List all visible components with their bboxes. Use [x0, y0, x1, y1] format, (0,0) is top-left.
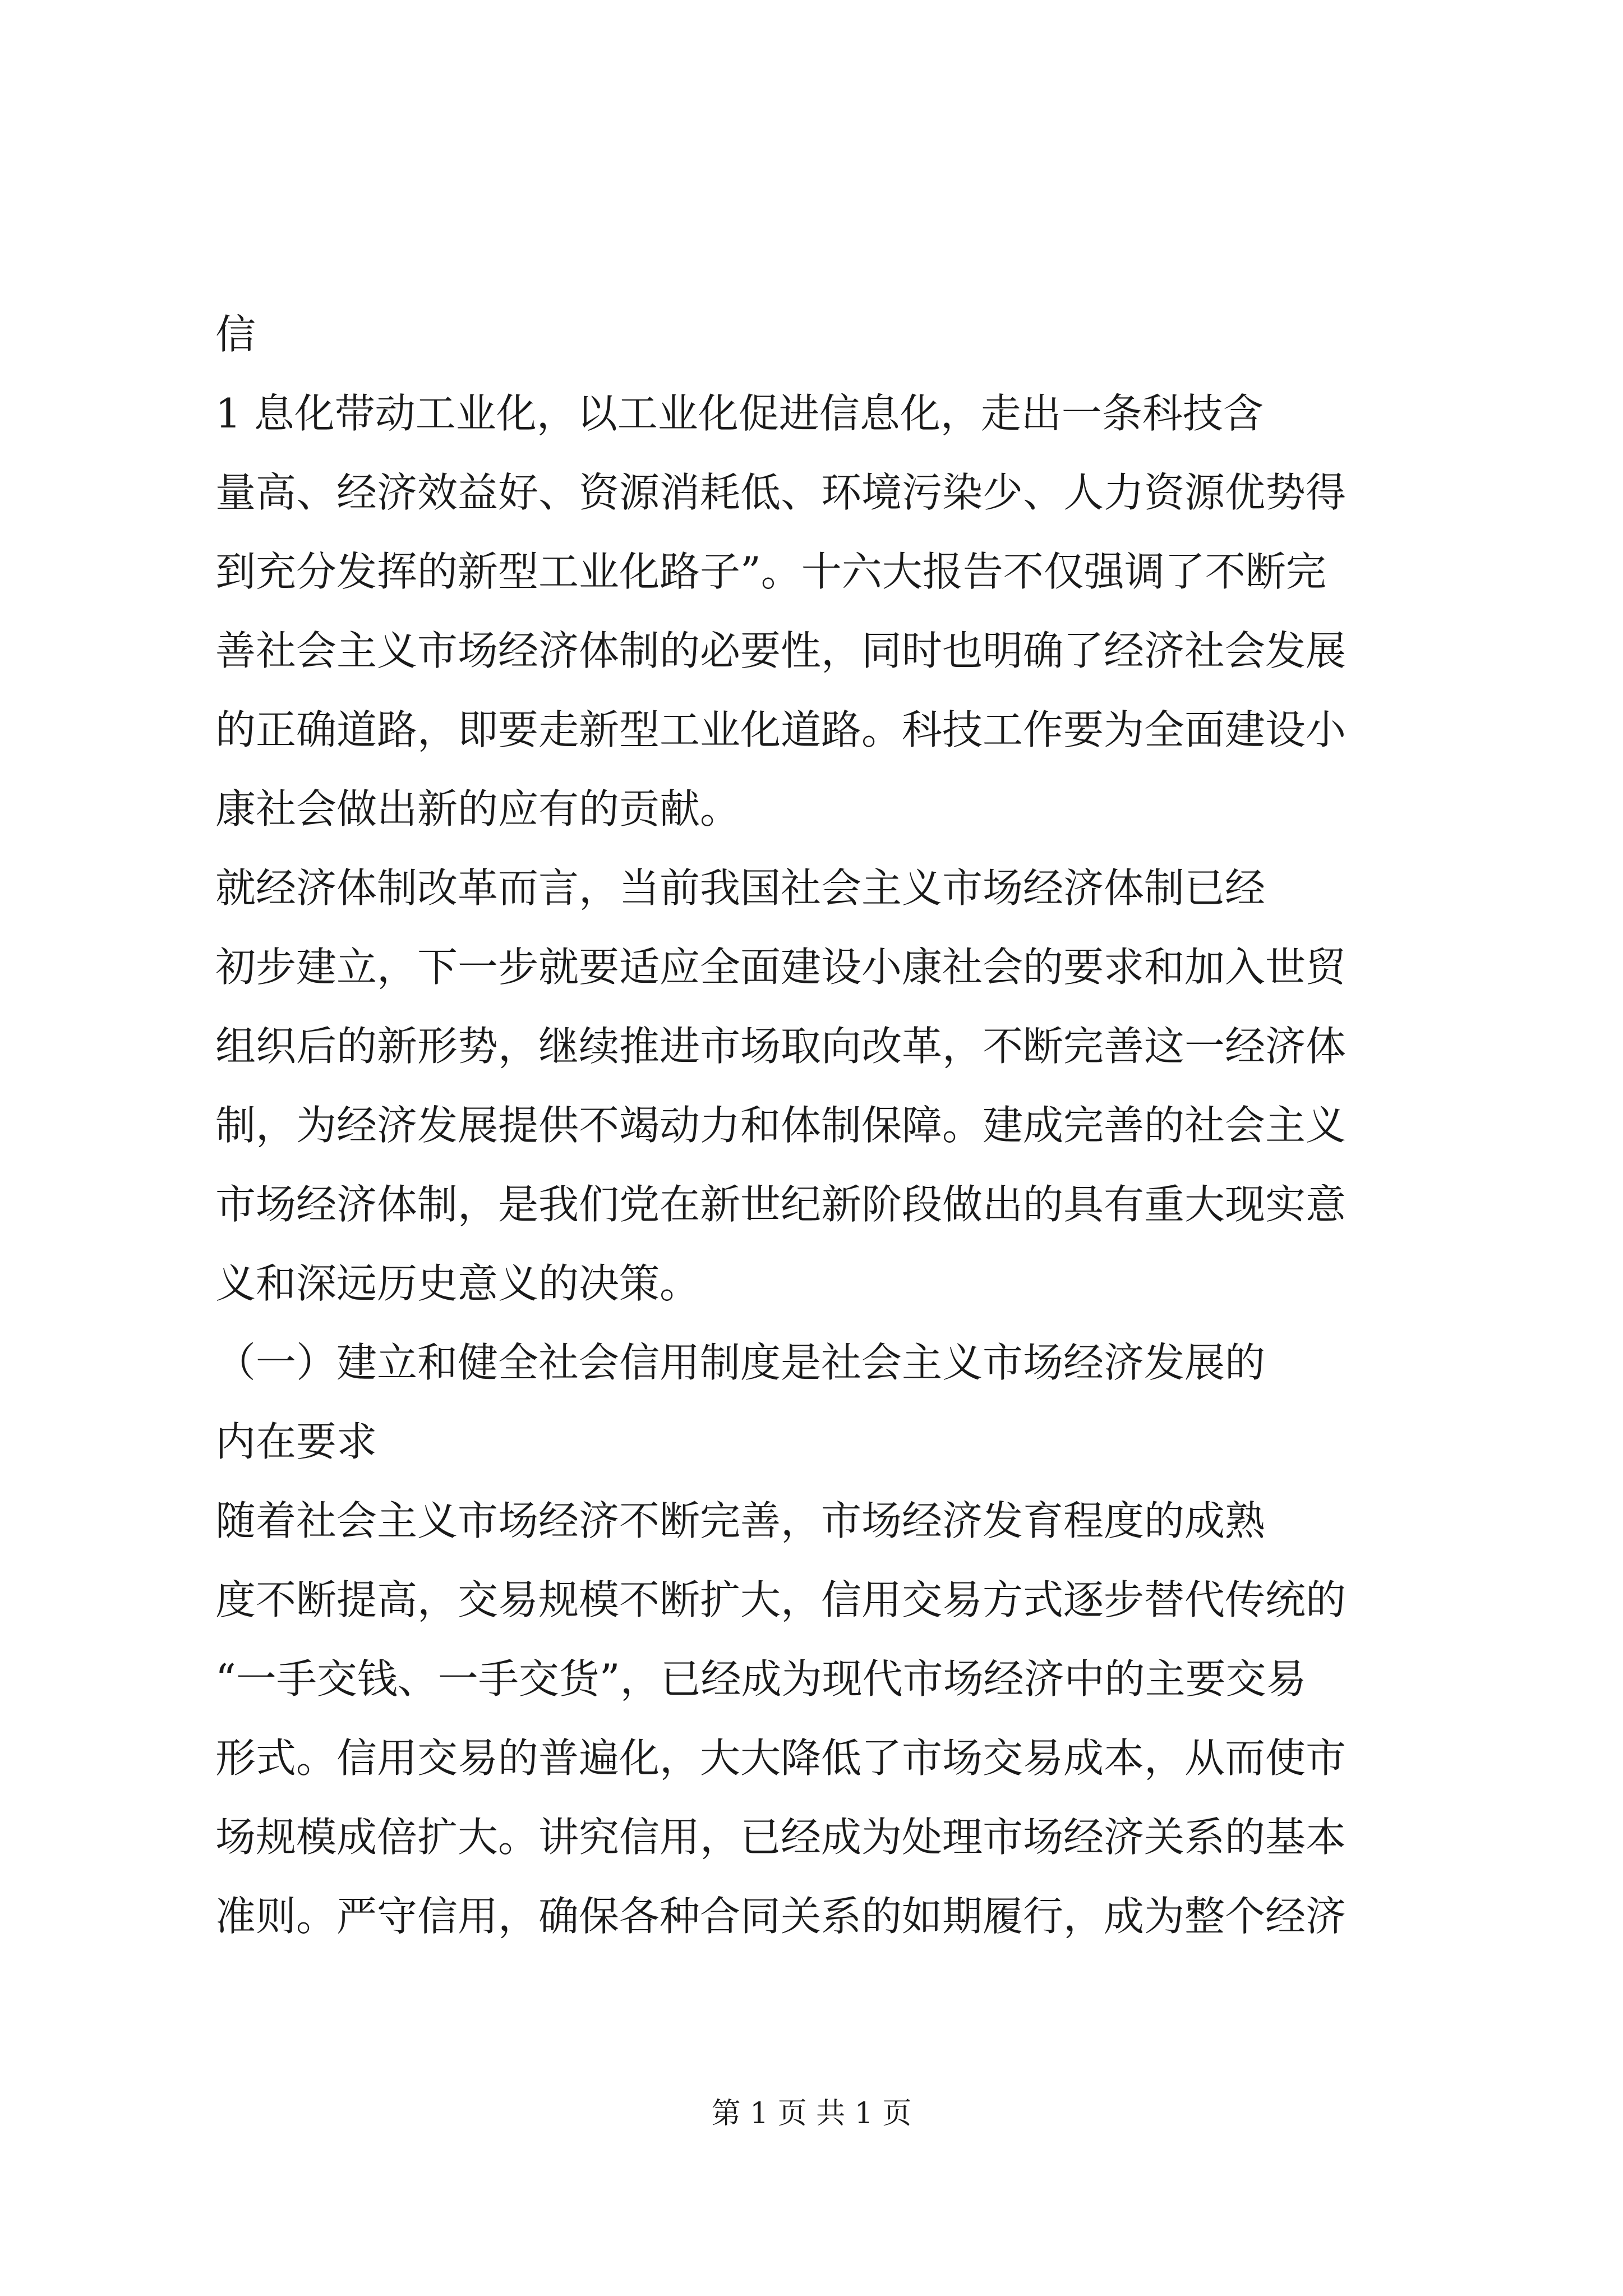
text-line: 场规模成倍扩大。讲究信用，已经成为处理市场经济关系的基本 [215, 1817, 1347, 1861]
text-line: 信 [215, 314, 256, 358]
text-line: 市场经济体制，是我们党在新世纪新阶段做出的具有重大现实意 [215, 1184, 1347, 1228]
text-line: 善社会主义市场经济体制的必要性，同时也明确了经济社会发展 [215, 631, 1347, 674]
text-line: 1 息化带动工业化，以工业化促进信息化，走出一条科技含 [215, 393, 1264, 437]
text-line: 度不断提高，交易规模不断扩大，信用交易方式逐步替代传统的 [215, 1580, 1347, 1623]
text-line: 组织后的新形势，继续推进市场取向改革，不断完善这一经济体 [215, 1026, 1347, 1070]
text-line: 康社会做出新的应有的贡献。 [215, 789, 741, 832]
text-line: 准则。严守信用，确保各种合同关系的如期履行，成为整个经济 [215, 1896, 1347, 1940]
text-line: 初步建立，下一步就要适应全面建设小康社会的要求和加入世贸 [215, 947, 1347, 991]
section-heading-line: 内在要求 [215, 1421, 377, 1465]
text-line: 随着社会主义市场经济不断完善，市场经济发育程度的成熟 [215, 1501, 1266, 1544]
text-line: 到充分发挥的新型工业化路子”。十六大报告不仅强调了不断完 [215, 551, 1326, 595]
text-line: 量高、经济效益好、资源消耗低、环境污染少、人力资源优势得 [215, 472, 1347, 516]
text-line: “一手交钱、一手交货”，已经成为现代市场经济中的主要交易 [215, 1659, 1307, 1703]
text-line: 制，为经济发展提供不竭动力和体制保障。建成完善的社会主义 [215, 1105, 1347, 1149]
text-line: 的正确道路，即要走新型工业化道路。科技工作要为全面建设小 [215, 710, 1347, 753]
text-line: 就经济体制改革而言，当前我国社会主义市场经济体制已经 [215, 868, 1266, 912]
text-line: 形式。信用交易的普遍化，大大降低了市场交易成本，从而使市 [215, 1738, 1347, 1782]
text-line: 义和深远历史意义的决策。 [215, 1263, 700, 1307]
section-heading-line: （一）建立和健全社会信用制度是社会主义市场经济发展的 [215, 1342, 1266, 1386]
page-footer: 第 1 页 共 1 页 [711, 2097, 912, 2131]
